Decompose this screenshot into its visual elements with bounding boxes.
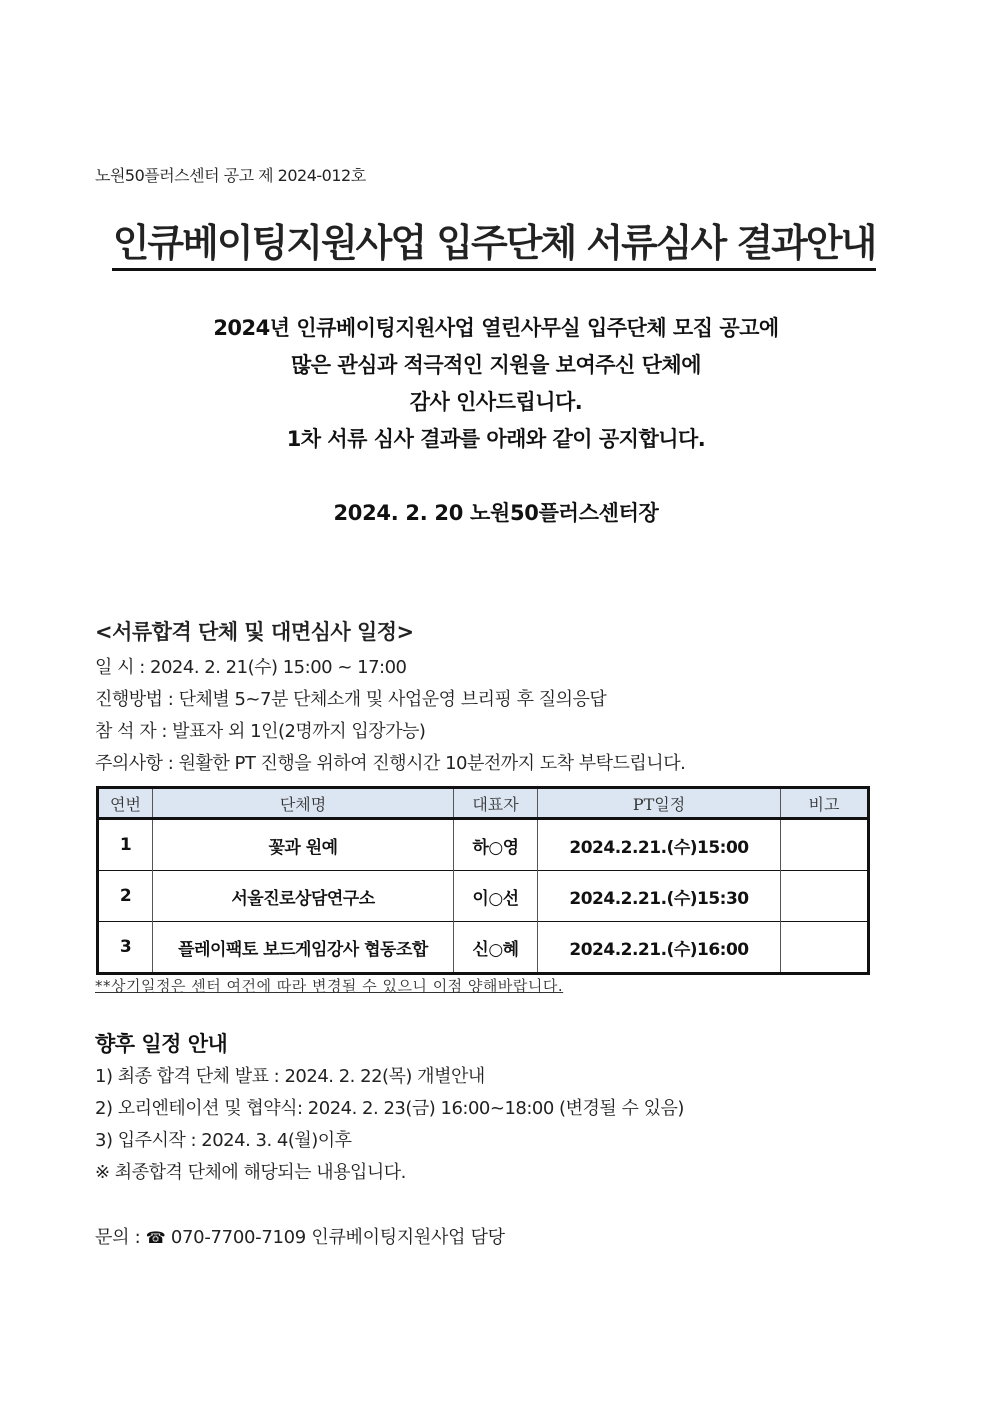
- cell-note: [781, 819, 869, 871]
- info-value: 2024. 2. 21(수) 15:00 ~ 17:00: [150, 657, 407, 678]
- info-label: 참 석 자: [95, 721, 157, 742]
- cell-org: 서울진로상담연구소: [153, 871, 454, 922]
- future-item: 2) 오리엔테이션 및 협약식: 2024. 2. 23(금) 16:00~18:00 (변경될 수 있음): [95, 1098, 684, 1119]
- cell-org: 플레이팩토 보드게임강사 협동조합: [153, 922, 454, 974]
- notice-number: 노원50플러스센터 공고 제 2024-012호: [95, 166, 366, 185]
- contact-phone: 070-7700-7109: [165, 1227, 312, 1248]
- cell-no: 3: [98, 922, 153, 974]
- schedule-info-list: [95, 652, 685, 780]
- info-separator: :: [162, 689, 179, 710]
- intro-paragraph: [96, 310, 896, 458]
- signature: 2024. 2. 20 노원50플러스센터장: [333, 501, 659, 525]
- schedule-footnote: **상기일정은 센터 여건에 따라 변경될 수 있으니 이점 양해바랍니다.: [95, 977, 564, 995]
- info-value: 발표자 외 1인(2명까지 입장가능): [172, 721, 426, 742]
- schedule-section-title: <서류합격 단체 및 대면심사 일정>: [95, 620, 414, 644]
- intro-line: 2024년 인큐베이팅지원사업 열린사무실 입주단체 모집 공고에: [213, 316, 779, 340]
- column-header-org: 단체명: [153, 788, 454, 819]
- info-separator: :: [156, 721, 173, 742]
- phone-icon: ☎: [145, 1228, 166, 1247]
- column-header-no: 연번: [98, 788, 153, 819]
- cell-no: 2: [98, 871, 153, 922]
- cell-org: 꽃과 원예: [153, 819, 454, 871]
- intro-line: 많은 관심과 적극적인 지원을 보여주신 단체에: [291, 353, 701, 377]
- table-row: [98, 819, 869, 871]
- column-header-rep: 대표자: [454, 788, 538, 819]
- contact-label: 문의 :: [95, 1227, 146, 1248]
- info-label: 일 시: [95, 657, 134, 678]
- info-row-datetime: [95, 652, 685, 684]
- future-schedule-list: [95, 1061, 684, 1189]
- future-item: 1) 최종 합격 단체 발표 : 2024. 2. 22(목) 개별안내: [95, 1066, 485, 1087]
- cell-note: [781, 922, 869, 974]
- intro-line: 1차 서류 심사 결과를 아래와 같이 공지합니다.: [286, 427, 706, 451]
- info-label: 진행방법: [95, 689, 163, 710]
- info-value: 원활한 PT 진행을 위하여 진행시간 10분전까지 도착 부탁드립니다.: [178, 753, 686, 774]
- page-title: 인큐베이팅지원사업 입주단체 서류심사 결과안내: [112, 218, 876, 271]
- schedule-table: [96, 786, 870, 975]
- table-header-row: [98, 788, 869, 819]
- table-row: [98, 922, 869, 974]
- table-row: [98, 871, 869, 922]
- future-schedule-title: 향후 일정 안내: [95, 1032, 228, 1056]
- info-separator: :: [162, 753, 179, 774]
- cell-pt: 2024.2.21.(수)15:00: [538, 819, 781, 871]
- cell-no: 1: [98, 819, 153, 871]
- info-value: 단체별 5~7분 단체소개 및 사업운영 브리핑 후 질의응답: [178, 689, 607, 710]
- future-item: ※ 최종합격 단체에 해당되는 내용입니다.: [95, 1162, 406, 1183]
- info-separator: :: [134, 657, 151, 678]
- contact-department: 인큐베이팅지원사업 담당: [311, 1227, 505, 1248]
- intro-line: 감사 인사드립니다.: [409, 390, 583, 414]
- info-row-notes: [95, 748, 685, 780]
- cell-pt: 2024.2.21.(수)16:00: [538, 922, 781, 974]
- info-row-method: [95, 684, 685, 716]
- future-item: 3) 입주시작 : 2024. 3. 4(월)이후: [95, 1130, 352, 1151]
- cell-rep: 신○혜: [454, 922, 538, 974]
- info-label: 주의사항: [95, 753, 163, 774]
- column-header-note: 비고: [781, 788, 869, 819]
- cell-pt: 2024.2.21.(수)15:30: [538, 871, 781, 922]
- cell-rep: 이○선: [454, 871, 538, 922]
- column-header-pt: PT일정: [538, 788, 781, 819]
- cell-rep: 하○영: [454, 819, 538, 871]
- contact-line: [95, 1223, 505, 1249]
- info-row-attendees: [95, 716, 685, 748]
- cell-note: [781, 871, 869, 922]
